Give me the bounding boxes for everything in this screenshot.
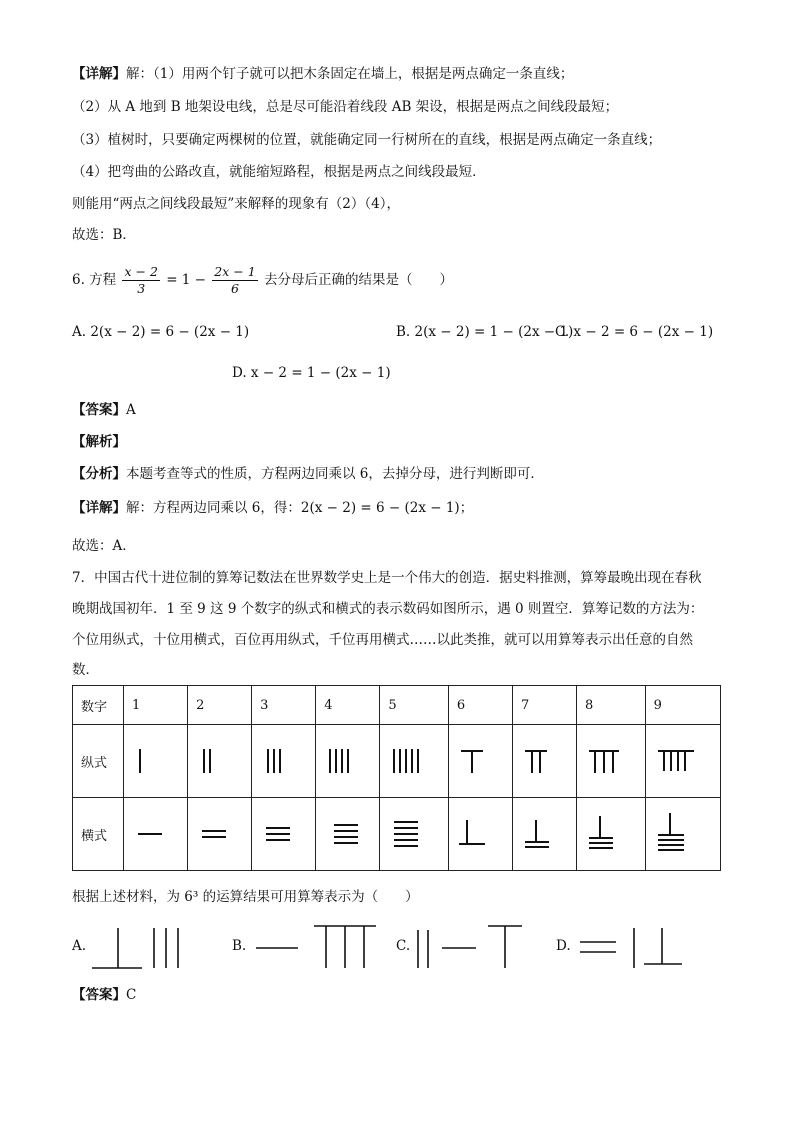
q7-line-3: 个位用纵式，十位用横式，百位再用纵式，千位再用横式……以此类推，就可以用算筹表示出任意的自然 [72, 632, 693, 648]
paragraph-5: 则能用“两点之间线段最短”来解释的现象有（2）（4）， [72, 196, 400, 212]
vertical-rod-2 [188, 725, 252, 798]
vertical-rod-4 [316, 725, 380, 798]
digit-cell: 5 [380, 686, 449, 725]
q6-option-d: D. x − 2 = 1 − (2x − 1) [232, 365, 391, 381]
vertical-rod-6 [448, 725, 512, 798]
digit-cell: 7 [512, 686, 576, 725]
horizontal-rod-8 [577, 798, 646, 871]
digit-cell: 9 [645, 686, 720, 725]
col-head: 数字 [73, 686, 124, 725]
digit-cell: 4 [316, 686, 380, 725]
row-head-horizontal: 横式 [73, 798, 124, 871]
q7-option-a-rods [88, 920, 198, 974]
vertical-rod-1 [124, 725, 188, 798]
q6-analysis-label: 【解析】 [72, 434, 126, 450]
paragraph-3: （3）植树时，只要确定两棵树的位置，就能确定同一行树所在的直线，根据是两点确定一条直线； [72, 132, 662, 148]
row-head-vertical: 纵式 [73, 725, 124, 798]
horizontal-rod-2 [188, 798, 252, 871]
paragraph-1: 【详解】解：（1）用两个钉子就可以把木条固定在墙上，根据是两点确定一条直线； [72, 66, 574, 82]
digit-cell: 6 [448, 686, 512, 725]
q7-option-a-label: A. [72, 938, 87, 954]
horizontal-rod-1 [124, 798, 188, 871]
q6-answer: 【答案】A [72, 402, 136, 418]
q6-detail: 【详解】解：方程两边同乘以 6，得：2(x − 2) = 6 − (2x − 1)； [72, 500, 474, 516]
horizontal-rod-4 [316, 798, 380, 871]
digit-cell: 1 [124, 686, 188, 725]
q7-line-4: 数． [72, 662, 99, 678]
q7-answer: 【答案】C [72, 987, 137, 1003]
q6-choose: 故选：A． [72, 538, 136, 554]
q7-option-d-label: D. [556, 938, 571, 954]
vertical-rod-3 [252, 725, 316, 798]
horizontal-rod-9 [645, 798, 720, 871]
q7-line-1: 7．中国古代十进位制的算筹记数法在世界数学史上是一个伟大的创造．据史料推测，算筹最晚出现在春秋 [72, 570, 702, 586]
horizontal-rod-6 [448, 798, 512, 871]
q7-option-d-rods [576, 920, 692, 974]
fraction-1: $\frac{x - 2}{3}$ [124, 264, 158, 296]
q7-option-b-label: B. [232, 938, 247, 954]
fraction-2: $\frac{2x - 1}{6}$ [214, 264, 256, 296]
vertical-rod-5 [380, 725, 449, 798]
question-6-stem: 6. 方程 $\frac{x - 2}{3}$ = 1 − $\frac{2x - 1}{6}$ 去分母后正确的结果是（ ） [72, 264, 453, 296]
digit-cell: 2 [188, 686, 252, 725]
paragraph-2: （2）从 A 地到 B 地架设电线，总是尽可能沿着线段 AB 架设，根据是两点之间线段最短； [72, 99, 619, 115]
digit-cell: 3 [252, 686, 316, 725]
vertical-rod-9 [645, 725, 720, 798]
digit-cell: 8 [577, 686, 646, 725]
horizontal-rod-3 [252, 798, 316, 871]
q7-option-c-label: C. [396, 938, 411, 954]
paragraph-4: （4）把弯曲的公路改直，就能缩短路程，根据是两点之间线段最短． [72, 164, 486, 180]
paragraph-6: 故选：B． [72, 227, 136, 243]
q6-fenxi: 【分析】本题考查等式的性质，方程两边同乘以 6，去掉分母，进行判断即可． [72, 466, 544, 482]
q7-line-2: 晚期战国初年．1 至 9 这 9 个数字的纵式和横式的表示数码如图所示，遇 0 则置空．算筹记数的方法为： [72, 601, 704, 617]
q6-option-b: B. 2(x − 2) = 1 − (2x − 1) [396, 324, 574, 340]
vertical-rod-8 [577, 725, 646, 798]
vertical-rod-7 [512, 725, 576, 798]
q7-option-b-rods [250, 920, 386, 974]
q6-option-a: A. 2(x − 2) = 6 − (2x − 1) [72, 324, 250, 340]
counting-rod-table [72, 685, 721, 871]
q7-option-c-rods [412, 920, 532, 974]
horizontal-rod-5 [380, 798, 449, 871]
horizontal-rod-7 [512, 798, 576, 871]
q7-question: 根据上述材料，为 6³ 的运算结果可用算筹表示为（ ） [72, 889, 419, 905]
q6-option-c: C. x − 2 = 6 − (2x − 1) [555, 324, 714, 340]
